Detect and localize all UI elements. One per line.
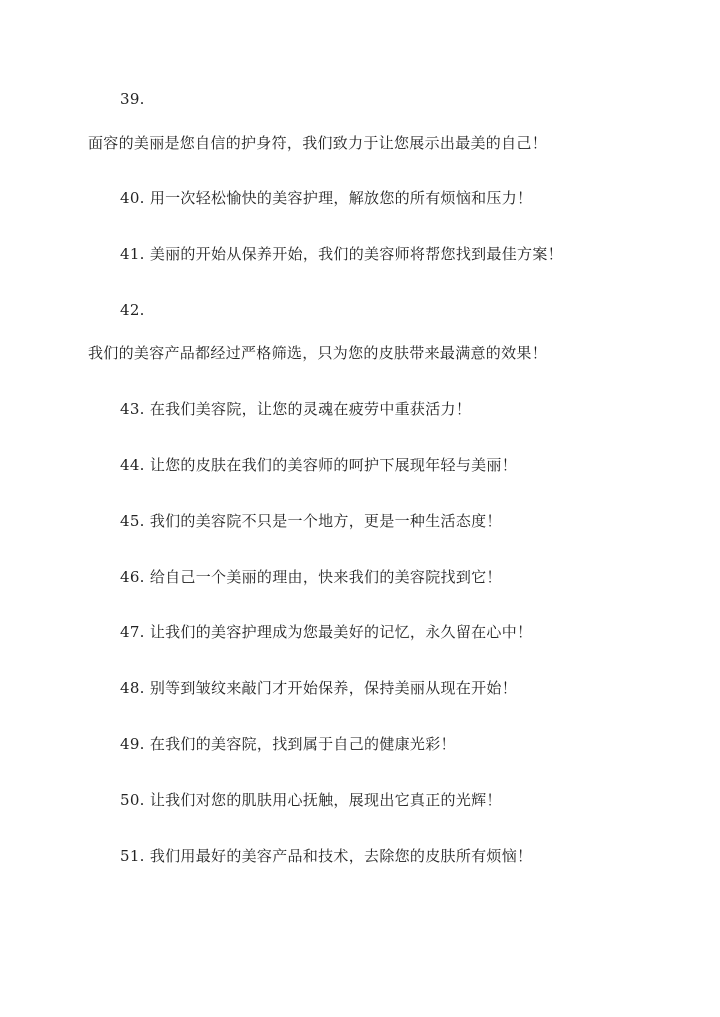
- item-39-number: 39.: [120, 90, 145, 108]
- item-42-text: 我们的美容产品都经过严格筛选，只为您的皮肤带来最满意的效果！: [88, 344, 548, 362]
- item-50: 50. 让我们对您的肌肤用心抚触，展现出它真正的光辉！: [120, 791, 502, 809]
- item-42-number: 42.: [120, 301, 145, 319]
- item-41: 41. 美丽的开始从保养开始，我们的美容师将帮您找到最佳方案！: [120, 245, 563, 263]
- item-47: 47. 让我们的美容护理成为您最美好的记忆，永久留在心中！: [120, 623, 533, 641]
- item-46: 46. 给自己一个美丽的理由，快来我们的美容院找到它！: [120, 568, 502, 586]
- item-51: 51. 我们用最好的美容产品和技术，去除您的皮肤所有烦恼！: [120, 847, 533, 865]
- item-48: 48. 别等到皱纹来敲门才开始保养，保持美丽从现在开始！: [120, 679, 518, 697]
- item-39-text: 面容的美丽是您自信的护身符，我们致力于让您展示出最美的自己！: [88, 134, 548, 152]
- item-44: 44. 让您的皮肤在我们的美容师的呵护下展现年轻与美丽！: [120, 456, 518, 474]
- item-49: 49. 在我们的美容院，找到属于自己的健康光彩！: [120, 735, 456, 753]
- item-45: 45. 我们的美容院不只是一个地方，更是一种生活态度！: [120, 512, 502, 530]
- item-40: 40. 用一次轻松愉快的美容护理，解放您的所有烦恼和压力！: [120, 189, 533, 207]
- item-43: 43. 在我们美容院，让您的灵魂在疲劳中重获活力！: [120, 400, 472, 418]
